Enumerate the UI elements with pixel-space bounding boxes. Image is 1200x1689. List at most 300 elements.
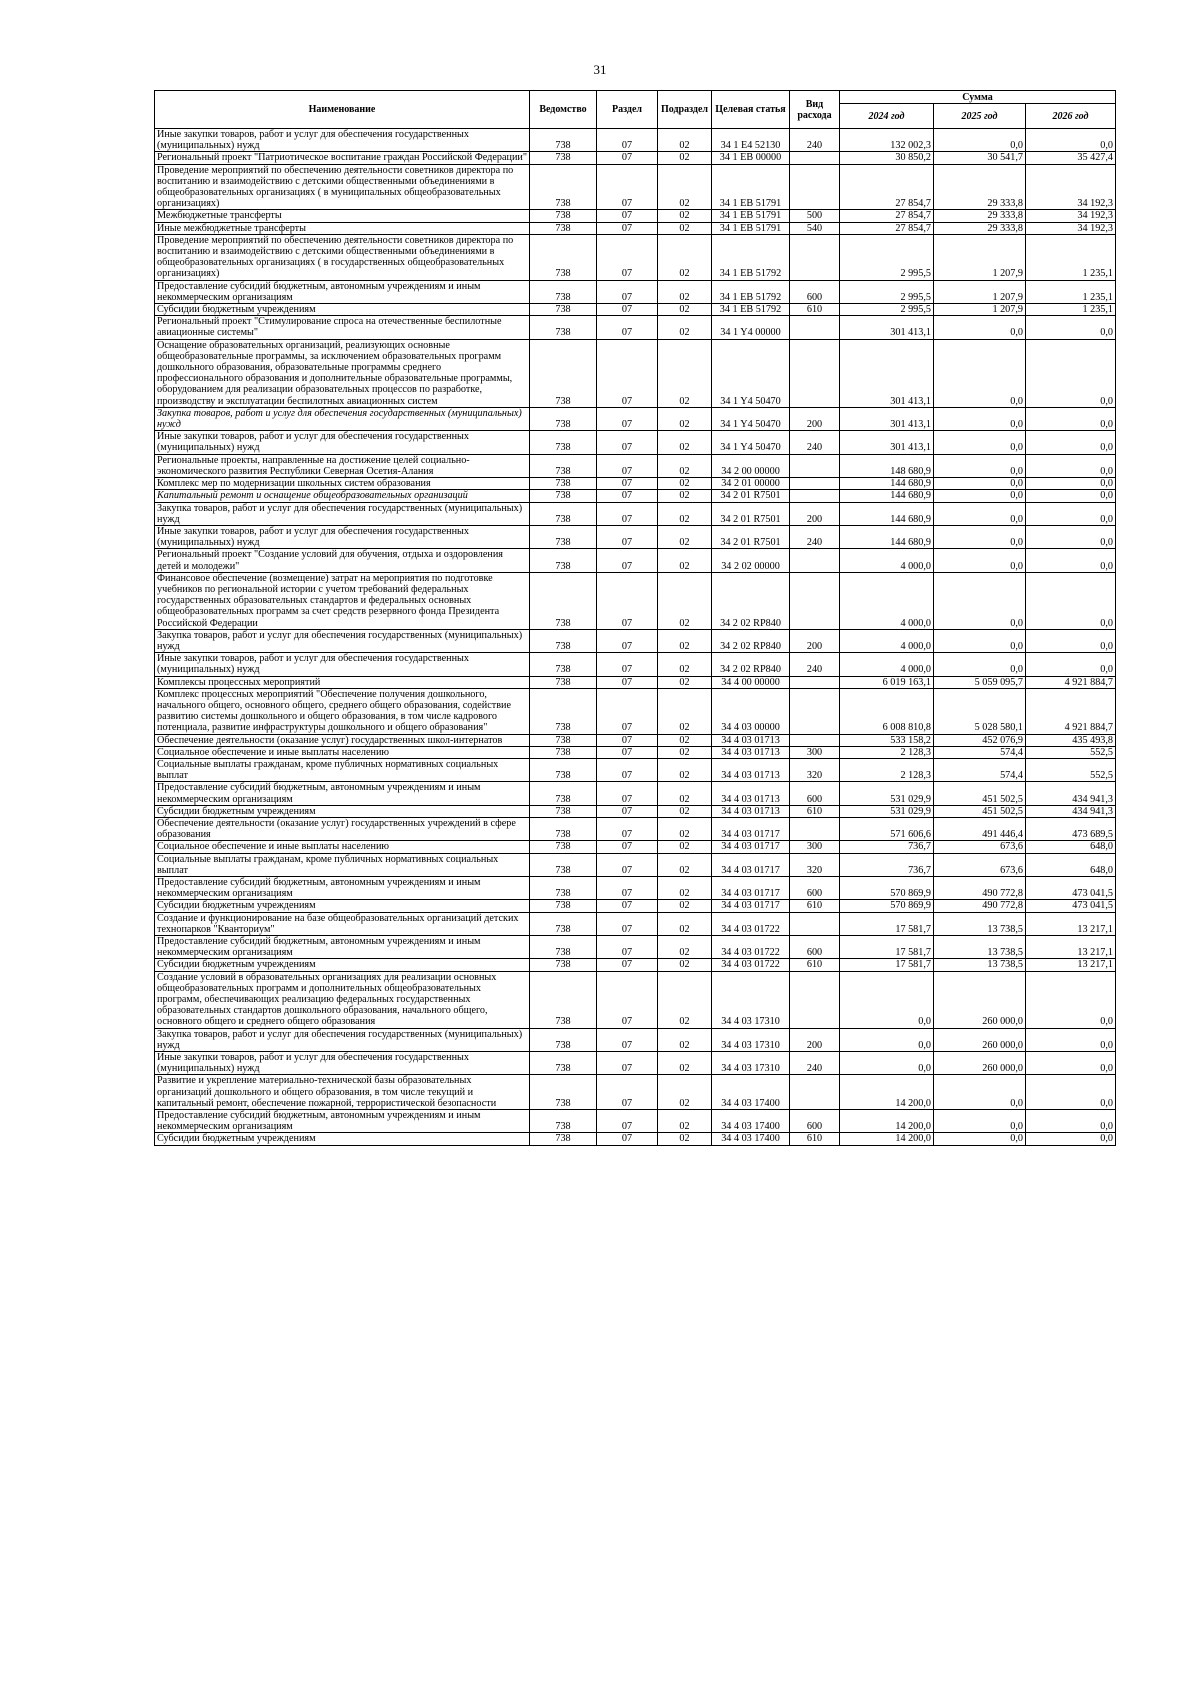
table-row xyxy=(155,280,1116,303)
row-sum-2024: 2 128,3 xyxy=(840,758,934,781)
row-ved: 738 xyxy=(530,431,597,454)
row-name: Проведение мероприятий по обеспечению деятельности советников директора по воспитанию и взаимодействию с детскими общественными объединениями в общеобразовательных организациях ( в муниципальных общеобразовательных организациях) xyxy=(155,164,530,210)
row-sum-2024: 132 002,3 xyxy=(840,129,934,152)
table-row xyxy=(155,805,1116,817)
row-target-article: 34 4 03 01713 xyxy=(712,746,790,758)
row-podrazdel: 02 xyxy=(658,936,712,959)
row-sum-2025: 13 738,5 xyxy=(934,912,1026,935)
row-sum-2024: 6 019 163,1 xyxy=(840,676,934,688)
row-target-article: 34 1 EВ 51792 xyxy=(712,304,790,316)
row-sum-2024: 301 413,1 xyxy=(840,431,934,454)
row-ved: 738 xyxy=(530,653,597,676)
row-razdel: 07 xyxy=(597,688,658,734)
row-sum-2024: 301 413,1 xyxy=(840,407,934,430)
header-podrazdel: Подраздел xyxy=(658,91,712,129)
row-expense-type xyxy=(790,912,840,935)
row-podrazdel: 02 xyxy=(658,877,712,900)
row-razdel: 07 xyxy=(597,1075,658,1110)
row-target-article: 34 4 03 17310 xyxy=(712,971,790,1028)
row-expense-type xyxy=(790,572,840,629)
row-sum-2024: 570 869,9 xyxy=(840,900,934,912)
table-row xyxy=(155,746,1116,758)
row-target-article: 34 2 02 00000 xyxy=(712,549,790,572)
row-name: Иные закупки товаров, работ и услуг для обеспечения государственных (муниципальных) нужд xyxy=(155,129,530,152)
row-sum-2025: 5 028 580,1 xyxy=(934,688,1026,734)
row-name: Предоставление субсидий бюджетным, автономным учреждениям и иным некоммерческим организациям xyxy=(155,1110,530,1133)
row-podrazdel: 02 xyxy=(658,129,712,152)
row-expense-type: 610 xyxy=(790,959,840,971)
header-year-2026: 2026 год xyxy=(1026,104,1116,129)
table-row xyxy=(155,936,1116,959)
row-expense-type: 240 xyxy=(790,431,840,454)
table-row xyxy=(155,1110,1116,1133)
row-sum-2025: 452 076,9 xyxy=(934,734,1026,746)
row-razdel: 07 xyxy=(597,129,658,152)
row-ved: 738 xyxy=(530,936,597,959)
row-sum-2024: 301 413,1 xyxy=(840,316,934,339)
row-ved: 738 xyxy=(530,152,597,164)
row-razdel: 07 xyxy=(597,936,658,959)
row-sum-2025: 0,0 xyxy=(934,490,1026,502)
row-name: Закупка товаров, работ и услуг для обеспечения государственных (муниципальных) нужд xyxy=(155,407,530,430)
row-expense-type xyxy=(790,549,840,572)
row-ved: 738 xyxy=(530,1028,597,1051)
row-name: Закупка товаров, работ и услуг для обеспечения государственных (муниципальных) нужд xyxy=(155,629,530,652)
row-ved: 738 xyxy=(530,549,597,572)
table-row xyxy=(155,1133,1116,1145)
row-podrazdel: 02 xyxy=(658,1133,712,1145)
row-sum-2026: 0,0 xyxy=(1026,971,1116,1028)
page-number: 31 xyxy=(593,62,607,77)
row-ved: 738 xyxy=(530,853,597,876)
row-sum-2026: 13 217,1 xyxy=(1026,959,1116,971)
row-target-article: 34 1 EВ 51791 xyxy=(712,164,790,210)
row-name: Предоставление субсидий бюджетным, автономным учреждениям и иным некоммерческим организациям xyxy=(155,936,530,959)
table-row xyxy=(155,316,1116,339)
row-name: Комплекс процессных мероприятий "Обеспечение получения дошкольного, начального общего, основного общего, среднего общего образования, содействие развитию системы дошкольного и общего образования, в том числе кадрового потенциала, развитие инфраструктуры дошкольного и общего образования" xyxy=(155,688,530,734)
row-razdel: 07 xyxy=(597,234,658,280)
row-sum-2025: 0,0 xyxy=(934,454,1026,477)
row-sum-2024: 144 680,9 xyxy=(840,490,934,502)
row-ved: 738 xyxy=(530,129,597,152)
row-name: Субсидии бюджетным учреждениям xyxy=(155,805,530,817)
row-razdel: 07 xyxy=(597,339,658,407)
table-row xyxy=(155,841,1116,853)
row-target-article: 34 4 03 17400 xyxy=(712,1075,790,1110)
row-target-article: 34 2 02 RP840 xyxy=(712,629,790,652)
row-expense-type: 600 xyxy=(790,280,840,303)
row-sum-2025: 574,4 xyxy=(934,746,1026,758)
row-ved: 738 xyxy=(530,758,597,781)
row-target-article: 34 4 03 01717 xyxy=(712,900,790,912)
table-row xyxy=(155,900,1116,912)
row-sum-2024: 144 680,9 xyxy=(840,525,934,548)
row-target-article: 34 4 03 00000 xyxy=(712,688,790,734)
row-razdel: 07 xyxy=(597,1133,658,1145)
row-name: Субсидии бюджетным учреждениям xyxy=(155,900,530,912)
row-sum-2025: 260 000,0 xyxy=(934,1028,1026,1051)
table-row xyxy=(155,407,1116,430)
table-row xyxy=(155,129,1116,152)
row-sum-2026: 0,0 xyxy=(1026,1075,1116,1110)
row-sum-2026: 4 921 884,7 xyxy=(1026,676,1116,688)
row-target-article: 34 4 00 00000 xyxy=(712,676,790,688)
row-sum-2026: 0,0 xyxy=(1026,653,1116,676)
row-expense-type: 600 xyxy=(790,877,840,900)
row-podrazdel: 02 xyxy=(658,304,712,316)
row-target-article: 34 4 03 01713 xyxy=(712,805,790,817)
row-razdel: 07 xyxy=(597,971,658,1028)
row-expense-type: 200 xyxy=(790,629,840,652)
row-name: Создание и функционирование на базе общеобразовательных организаций детских технопарков "Кванториум" xyxy=(155,912,530,935)
row-expense-type xyxy=(790,1075,840,1110)
table-row xyxy=(155,502,1116,525)
row-sum-2026: 34 192,3 xyxy=(1026,210,1116,222)
row-sum-2025: 673,6 xyxy=(934,841,1026,853)
row-ved: 738 xyxy=(530,805,597,817)
table-row xyxy=(155,853,1116,876)
row-target-article: 34 4 03 17310 xyxy=(712,1052,790,1075)
table-body xyxy=(155,129,1116,1146)
row-name: Обеспечение деятельности (оказание услуг) государственных учреждений в сфере образования xyxy=(155,817,530,840)
row-sum-2026: 13 217,1 xyxy=(1026,936,1116,959)
row-sum-2026: 1 235,1 xyxy=(1026,234,1116,280)
row-expense-type: 320 xyxy=(790,853,840,876)
row-name: Создание условий в образовательных организациях для реализации основных общеобразовательных программ и дополнительных общеобразовательных программ, обеспечивающих реализацию федеральных государственных образовательных стандартов дошкольного образования, начального общего, основного общего и среднего общего образования xyxy=(155,971,530,1028)
row-sum-2026: 0,0 xyxy=(1026,1028,1116,1051)
row-razdel: 07 xyxy=(597,152,658,164)
row-sum-2025: 13 738,5 xyxy=(934,936,1026,959)
row-sum-2024: 2 995,5 xyxy=(840,304,934,316)
row-sum-2026: 0,0 xyxy=(1026,629,1116,652)
row-name: Региональный проект "Создание условий для обучения, отдыха и оздоровления детей и молодежи" xyxy=(155,549,530,572)
row-sum-2026: 0,0 xyxy=(1026,1133,1116,1145)
row-target-article: 34 1 Y4 00000 xyxy=(712,316,790,339)
row-target-article: 34 4 03 01717 xyxy=(712,817,790,840)
row-sum-2024: 533 158,2 xyxy=(840,734,934,746)
row-name: Комплекс мер по модернизации школьных систем образования xyxy=(155,478,530,490)
row-sum-2025: 1 207,9 xyxy=(934,280,1026,303)
row-ved: 738 xyxy=(530,1110,597,1133)
row-razdel: 07 xyxy=(597,817,658,840)
row-target-article: 34 4 03 01722 xyxy=(712,936,790,959)
row-name: Социальные выплаты гражданам, кроме публичных нормативных социальных выплат xyxy=(155,853,530,876)
row-razdel: 07 xyxy=(597,912,658,935)
row-sum-2026: 0,0 xyxy=(1026,478,1116,490)
row-podrazdel: 02 xyxy=(658,734,712,746)
table-header xyxy=(155,91,1116,129)
row-sum-2025: 29 333,8 xyxy=(934,210,1026,222)
row-podrazdel: 02 xyxy=(658,152,712,164)
table-row xyxy=(155,234,1116,280)
table-row xyxy=(155,454,1116,477)
row-sum-2026: 473 689,5 xyxy=(1026,817,1116,840)
row-target-article: 34 1 Y4 50470 xyxy=(712,339,790,407)
row-sum-2024: 30 850,2 xyxy=(840,152,934,164)
row-expense-type: 600 xyxy=(790,782,840,805)
row-expense-type: 300 xyxy=(790,841,840,853)
row-name: Иные закупки товаров, работ и услуг для обеспечения государственных (муниципальных) нужд xyxy=(155,1052,530,1075)
row-expense-type: 200 xyxy=(790,1028,840,1051)
row-expense-type xyxy=(790,971,840,1028)
row-expense-type xyxy=(790,454,840,477)
row-podrazdel: 02 xyxy=(658,805,712,817)
row-sum-2025: 0,0 xyxy=(934,572,1026,629)
row-target-article: 34 4 03 17310 xyxy=(712,1028,790,1051)
row-target-article: 34 2 01 R7501 xyxy=(712,490,790,502)
row-expense-type xyxy=(790,339,840,407)
row-name: Иные закупки товаров, работ и услуг для обеспечения государственных (муниципальных) нужд xyxy=(155,653,530,676)
row-sum-2025: 1 207,9 xyxy=(934,304,1026,316)
row-razdel: 07 xyxy=(597,877,658,900)
row-sum-2025: 0,0 xyxy=(934,478,1026,490)
row-ved: 738 xyxy=(530,280,597,303)
table-row xyxy=(155,490,1116,502)
row-sum-2026: 434 941,3 xyxy=(1026,805,1116,817)
row-name: Региональный проект "Стимулирование спроса на отечественные беспилотные авиационные системы" xyxy=(155,316,530,339)
row-target-article: 34 1 EВ 51792 xyxy=(712,280,790,303)
row-ved: 738 xyxy=(530,572,597,629)
row-podrazdel: 02 xyxy=(658,653,712,676)
row-expense-type: 610 xyxy=(790,304,840,316)
row-target-article: 34 4 03 01717 xyxy=(712,841,790,853)
table-row xyxy=(155,758,1116,781)
row-target-article: 34 4 03 01713 xyxy=(712,758,790,781)
row-sum-2026: 34 192,3 xyxy=(1026,164,1116,210)
row-sum-2026: 0,0 xyxy=(1026,502,1116,525)
row-sum-2026: 0,0 xyxy=(1026,407,1116,430)
header-razdel: Раздел xyxy=(597,91,658,129)
row-razdel: 07 xyxy=(597,210,658,222)
row-podrazdel: 02 xyxy=(658,210,712,222)
table-row xyxy=(155,734,1116,746)
row-sum-2026: 552,5 xyxy=(1026,746,1116,758)
row-target-article: 34 2 01 00000 xyxy=(712,478,790,490)
row-sum-2024: 4 000,0 xyxy=(840,549,934,572)
row-sum-2024: 6 008 810,8 xyxy=(840,688,934,734)
row-podrazdel: 02 xyxy=(658,431,712,454)
row-name: Субсидии бюджетным учреждениям xyxy=(155,959,530,971)
row-ved: 738 xyxy=(530,959,597,971)
row-podrazdel: 02 xyxy=(658,234,712,280)
row-sum-2024: 570 869,9 xyxy=(840,877,934,900)
table-row xyxy=(155,431,1116,454)
row-sum-2024: 301 413,1 xyxy=(840,339,934,407)
row-podrazdel: 02 xyxy=(658,339,712,407)
row-sum-2024: 17 581,7 xyxy=(840,936,934,959)
row-sum-2025: 260 000,0 xyxy=(934,971,1026,1028)
row-target-article: 34 2 01 R7501 xyxy=(712,502,790,525)
row-razdel: 07 xyxy=(597,959,658,971)
row-razdel: 07 xyxy=(597,280,658,303)
row-podrazdel: 02 xyxy=(658,853,712,876)
row-podrazdel: 02 xyxy=(658,746,712,758)
row-name: Финансовое обеспечение (возмещение) затрат на мероприятия по подготовке учебников по региональной истории с учетом требований федеральных государственных образовательных стандартов и федеральных основных общеобразовательных программ за счет средств резервного фонда Президента Российской Федерации xyxy=(155,572,530,629)
table-row xyxy=(155,152,1116,164)
row-ved: 738 xyxy=(530,454,597,477)
row-sum-2026: 0,0 xyxy=(1026,129,1116,152)
row-target-article: 34 1 EВ 51792 xyxy=(712,234,790,280)
row-podrazdel: 02 xyxy=(658,478,712,490)
row-expense-type xyxy=(790,490,840,502)
row-sum-2025: 0,0 xyxy=(934,1075,1026,1110)
row-target-article: 34 4 03 01717 xyxy=(712,853,790,876)
row-podrazdel: 02 xyxy=(658,222,712,234)
row-ved: 738 xyxy=(530,339,597,407)
row-expense-type xyxy=(790,164,840,210)
row-target-article: 34 2 01 R7501 xyxy=(712,525,790,548)
row-sum-2025: 13 738,5 xyxy=(934,959,1026,971)
row-target-article: 34 4 03 01722 xyxy=(712,959,790,971)
row-target-article: 34 1 EВ 00000 xyxy=(712,152,790,164)
row-ved: 738 xyxy=(530,782,597,805)
row-podrazdel: 02 xyxy=(658,454,712,477)
row-ved: 738 xyxy=(530,316,597,339)
table-row xyxy=(155,222,1116,234)
row-ved: 738 xyxy=(530,478,597,490)
row-sum-2024: 0,0 xyxy=(840,1028,934,1051)
row-ved: 738 xyxy=(530,734,597,746)
row-razdel: 07 xyxy=(597,1110,658,1133)
row-ved: 738 xyxy=(530,629,597,652)
row-razdel: 07 xyxy=(597,164,658,210)
row-name: Иные межбюджетные трансферты xyxy=(155,222,530,234)
row-sum-2026: 4 921 884,7 xyxy=(1026,688,1116,734)
row-target-article: 34 4 03 01713 xyxy=(712,734,790,746)
row-sum-2024: 4 000,0 xyxy=(840,653,934,676)
row-podrazdel: 02 xyxy=(658,758,712,781)
row-ved: 738 xyxy=(530,1052,597,1075)
row-name: Капитальный ремонт и оснащение общеобразовательных организаций xyxy=(155,490,530,502)
row-podrazdel: 02 xyxy=(658,407,712,430)
row-expense-type: 610 xyxy=(790,805,840,817)
row-razdel: 07 xyxy=(597,454,658,477)
row-name: Развитие и укрепление материально-технической базы образовательных организаций дошкольного и общего образования, в том числе текущий и капитальный ремонт, обеспечение пожарной, террористической безопасности xyxy=(155,1075,530,1110)
row-expense-type: 500 xyxy=(790,210,840,222)
row-name: Субсидии бюджетным учреждениям xyxy=(155,304,530,316)
row-expense-type: 240 xyxy=(790,129,840,152)
row-razdel: 07 xyxy=(597,1052,658,1075)
row-sum-2024: 17 581,7 xyxy=(840,912,934,935)
row-ved: 738 xyxy=(530,688,597,734)
row-podrazdel: 02 xyxy=(658,490,712,502)
row-podrazdel: 02 xyxy=(658,525,712,548)
row-sum-2026: 34 192,3 xyxy=(1026,222,1116,234)
row-ved: 738 xyxy=(530,502,597,525)
row-podrazdel: 02 xyxy=(658,1028,712,1051)
table-row xyxy=(155,1052,1116,1075)
row-razdel: 07 xyxy=(597,549,658,572)
row-podrazdel: 02 xyxy=(658,959,712,971)
row-ved: 738 xyxy=(530,164,597,210)
row-sum-2024: 14 200,0 xyxy=(840,1075,934,1110)
row-ved: 738 xyxy=(530,222,597,234)
row-sum-2024: 4 000,0 xyxy=(840,629,934,652)
table-row xyxy=(155,1075,1116,1110)
row-target-article: 34 1 Y4 50470 xyxy=(712,407,790,430)
row-expense-type xyxy=(790,676,840,688)
row-sum-2025: 0,0 xyxy=(934,502,1026,525)
row-podrazdel: 02 xyxy=(658,1075,712,1110)
row-expense-type xyxy=(790,688,840,734)
table-row xyxy=(155,653,1116,676)
table-row xyxy=(155,304,1116,316)
table-row xyxy=(155,549,1116,572)
row-sum-2026: 0,0 xyxy=(1026,1110,1116,1133)
row-sum-2024: 14 200,0 xyxy=(840,1133,934,1145)
row-target-article: 34 1 EВ 51791 xyxy=(712,222,790,234)
row-expense-type xyxy=(790,152,840,164)
row-target-article: 34 1 E4 52130 xyxy=(712,129,790,152)
row-sum-2025: 0,0 xyxy=(934,129,1026,152)
table-row xyxy=(155,572,1116,629)
header-year-2024: 2024 год xyxy=(840,104,934,129)
row-target-article: 34 1 Y4 50470 xyxy=(712,431,790,454)
table-row xyxy=(155,478,1116,490)
row-sum-2025: 574,4 xyxy=(934,758,1026,781)
row-razdel: 07 xyxy=(597,431,658,454)
row-name: Региональные проекты, направленные на достижение целей социально-экономического развития Республики Северная Осетия-Алания xyxy=(155,454,530,477)
row-sum-2026: 0,0 xyxy=(1026,454,1116,477)
row-razdel: 07 xyxy=(597,478,658,490)
row-podrazdel: 02 xyxy=(658,676,712,688)
row-name: Оснащение образовательных организаций, реализующих основные общеобразовательные программы, за исключением образовательных программ дошкольного образования, образовательные программы среднего профессионального образования и дополнительные образовательные программы, оборудованием для реализации образовательных процессов по разработке, производству и эксплуатации беспилотных авиационных систем xyxy=(155,339,530,407)
row-podrazdel: 02 xyxy=(658,782,712,805)
table-row xyxy=(155,959,1116,971)
row-sum-2025: 5 059 095,7 xyxy=(934,676,1026,688)
row-podrazdel: 02 xyxy=(658,900,712,912)
row-sum-2024: 14 200,0 xyxy=(840,1110,934,1133)
row-ved: 738 xyxy=(530,407,597,430)
row-ved: 738 xyxy=(530,1133,597,1145)
table-row xyxy=(155,525,1116,548)
table-row xyxy=(155,1028,1116,1051)
row-sum-2024: 2 128,3 xyxy=(840,746,934,758)
row-name: Иные закупки товаров, работ и услуг для обеспечения государственных (муниципальных) нужд xyxy=(155,431,530,454)
row-expense-type xyxy=(790,478,840,490)
row-podrazdel: 02 xyxy=(658,688,712,734)
row-name: Закупка товаров, работ и услуг для обеспечения государственных (муниципальных) нужд xyxy=(155,502,530,525)
row-target-article: 34 2 02 RP840 xyxy=(712,572,790,629)
row-sum-2024: 0,0 xyxy=(840,971,934,1028)
row-name: Иные закупки товаров, работ и услуг для обеспечения государственных (муниципальных) нужд xyxy=(155,525,530,548)
row-sum-2025: 1 207,9 xyxy=(934,234,1026,280)
row-ved: 738 xyxy=(530,746,597,758)
row-podrazdel: 02 xyxy=(658,629,712,652)
row-ved: 738 xyxy=(530,1075,597,1110)
row-razdel: 07 xyxy=(597,746,658,758)
row-sum-2026: 0,0 xyxy=(1026,339,1116,407)
row-sum-2025: 491 446,4 xyxy=(934,817,1026,840)
row-sum-2025: 0,0 xyxy=(934,629,1026,652)
row-ved: 738 xyxy=(530,971,597,1028)
row-sum-2024: 4 000,0 xyxy=(840,572,934,629)
row-expense-type xyxy=(790,234,840,280)
row-sum-2026: 0,0 xyxy=(1026,490,1116,502)
row-razdel: 07 xyxy=(597,676,658,688)
row-sum-2024: 144 680,9 xyxy=(840,502,934,525)
row-ved: 738 xyxy=(530,490,597,502)
row-name: Межбюджетные трансферты xyxy=(155,210,530,222)
table-row xyxy=(155,210,1116,222)
row-name: Социальные выплаты гражданам, кроме публичных нормативных социальных выплат xyxy=(155,758,530,781)
row-name: Закупка товаров, работ и услуг для обеспечения государственных (муниципальных) нужд xyxy=(155,1028,530,1051)
row-ved: 738 xyxy=(530,210,597,222)
row-target-article: 34 4 03 01717 xyxy=(712,877,790,900)
row-target-article: 34 4 03 01722 xyxy=(712,912,790,935)
row-sum-2026: 1 235,1 xyxy=(1026,304,1116,316)
row-podrazdel: 02 xyxy=(658,1110,712,1133)
